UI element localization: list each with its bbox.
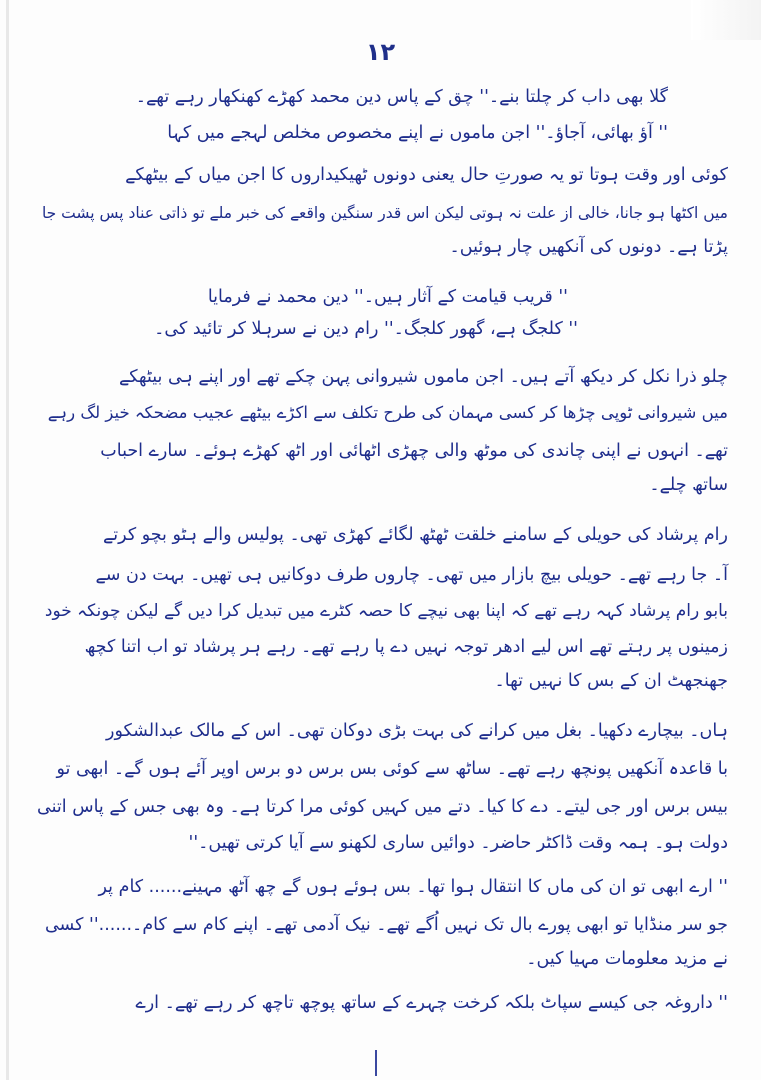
- text-line: ساتھ چلے۔: [649, 475, 728, 495]
- text-line: '' کلجگ ہے، گھور کلجگ۔'' رام دین نے سرہلا کر تائید کی۔: [154, 319, 578, 339]
- text-line: پڑتا ہے۔ دونوں کی آنکھیں چار ہوئیں۔: [449, 237, 728, 257]
- text-line: جھنجھٹ ان کے بس کا نہیں تھا۔: [494, 671, 728, 691]
- text-line: میں شیروانی ٹوپی چڑھا کر کسی مہمان کی طرح تکلف سے اکڑے بیٹھے عجیب مضحکہ خیز لگ رہے: [47, 403, 728, 422]
- text-line: آ۔ جا رہے تھے۔ حویلی بیچ بازار میں تھی۔ چاروں طرف دوکانیں ہی تھیں۔ بہت دن سے: [95, 565, 728, 585]
- text-line: رام پرشاد کی حویلی کے سامنے خلقت ٹھٹھ لگائے کھڑی تھی۔ پولیس والے ہٹو بچو کرتے: [103, 525, 728, 545]
- text-line: نے مزید معلومات مہیا کیں۔: [526, 949, 728, 969]
- text-line: جو سر منڈایا تو ابھی پورے بال تک نہیں اُگے تھے۔ نیک آدمی تھے۔ اپنے کام سے کام۔......'' کسی: [44, 915, 728, 935]
- text-line: '' آؤ بھائی، آجاؤ۔'' اجن ماموں نے اپنے مخصوص مخلص لہجے میں کہا: [167, 123, 668, 143]
- page-binding-edge: [6, 0, 9, 1080]
- text-line: کوئی اور وقت ہوتا تو یہ صورتِ حال یعنی دونوں ٹھیکیداروں کا اجن میاں کے بیٹھکے: [125, 165, 728, 185]
- page-number: ١٢: [365, 38, 396, 66]
- text-line: میں اکٹھا ہو جانا، خالی از علت نہ ہوتی لیکن اس قدر سنگین واقعے کی خبر ملے تو ذاتی عناد پس پشت جا: [41, 204, 728, 222]
- text-line: گلا بھی داب کر چلتا بنے۔'' چق کے پاس دین محمد کھڑے کھنکھار رہے تھے۔: [135, 87, 668, 107]
- text-line: بابو رام پرشاد کہہ رہے تھے کہ اپنا بھی نیچے کا حصہ کٹرے میں تبدیل کرا دیں گے لیکن چونکہ خود: [44, 601, 728, 621]
- text-line: '' داروغہ جی کیسے سپاٹ بلکہ کرخت چہرے کے ساتھ پوچھ تاچھ کر رہے تھے۔ ارے: [135, 993, 728, 1013]
- scan-shading: [691, 0, 761, 40]
- margin-mark: [375, 1050, 377, 1076]
- text-line: '' قریب قیامت کے آثار ہیں۔'' دین محمد نے فرمایا: [207, 287, 568, 307]
- text-line: چلو ذرا نکل کر دیکھ آتے ہیں۔ اجن ماموں شیروانی پہن چکے تھے اور اپنے ہی بیٹھکے: [118, 367, 728, 387]
- text-line: بیس برس اور جی لیتے۔ دے کا کیا۔ دتے میں کہیں کوئی مرا کرتا ہے۔ وہ بھی جس کے پاس اتنی: [37, 797, 728, 817]
- text-line: با قاعدہ آنکھیں پونچھ رہے تھے۔ ساٹھ سے کوئی بس برس دو برس اوپر آئے ہوں گے۔ ابھی تو: [56, 759, 728, 779]
- text-line: '' ارے ابھی تو ان کی ماں کا انتقال ہوا تھا۔ بس ہوئے ہوں گے چھ آٹھ مہینے...... کام پر: [98, 877, 728, 897]
- text-line: زمینوں پر رہتے تھے اس لیے ادھر توجہ نہیں دے پا رہے تھے۔ رہے ہر پرشاد تو اب اتنا کچھ: [84, 637, 728, 657]
- text-line: ہاں۔ بیچارے دکھیا۔ بغل میں کرانے کی بہت بڑی دوکان تھی۔ اس کے مالک عبدالشکور: [106, 721, 728, 741]
- text-line: تھے۔ انہوں نے اپنی چاندی کی موٹھ والی چھڑی اٹھائی اور اٹھ کھڑے ہوئے۔ سارے احباب: [100, 441, 728, 461]
- text-line: دولت ہو۔ ہمہ وقت ڈاکٹر حاضر۔ دوائیں ساری لکھنو سے آیا کرتی تھیں۔'': [188, 833, 728, 853]
